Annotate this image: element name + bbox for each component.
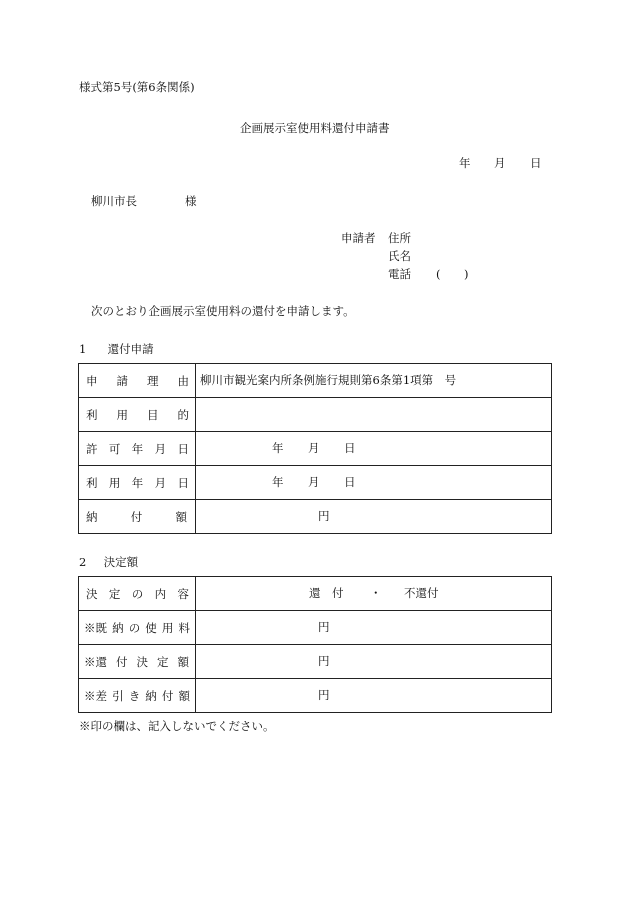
row-label-reason: 申 請 理 由	[79, 364, 196, 398]
table-row	[79, 500, 552, 534]
permit-date-day: 日	[344, 441, 356, 455]
section1-heading	[79, 342, 154, 356]
usage-purpose-field[interactable]	[196, 398, 552, 432]
row-label-permit-date: 許 可 年 月 日	[79, 432, 196, 466]
refund-request-table	[78, 363, 552, 534]
usage-date-field[interactable]	[196, 466, 552, 500]
table-row	[79, 611, 552, 645]
table-row	[79, 679, 552, 713]
phone-paren-close: )	[464, 267, 469, 281]
table-row	[79, 577, 552, 611]
paid-fee-yen: 円	[318, 620, 330, 634]
refund-decision-amount-field[interactable]	[196, 645, 552, 679]
applicant-phone-label: 電話	[388, 267, 411, 281]
footnote: ※印の欄は、記入しないでください。	[79, 719, 275, 733]
date-month-label: 月	[494, 156, 506, 170]
table-row	[79, 466, 552, 500]
phone-paren-open: (	[436, 267, 441, 281]
decision-table	[78, 576, 552, 713]
addressee-honorific: 様	[185, 194, 197, 208]
option-refund[interactable]: 還 付	[309, 586, 344, 600]
net-payment-amount-field[interactable]	[196, 679, 552, 713]
date-year-label: 年	[459, 156, 471, 170]
paid-fee-field[interactable]	[196, 611, 552, 645]
permit-date-field[interactable]	[196, 432, 552, 466]
option-no-refund[interactable]: 不還付	[404, 586, 439, 600]
applicant-address-label: 住所	[388, 231, 411, 245]
addressee-name: 柳川市長	[91, 194, 137, 208]
refund-decision-amount-yen: 円	[318, 654, 330, 668]
row-label-decision-content: 決 定 の 内 容	[79, 577, 196, 611]
payment-amount-field[interactable]	[196, 500, 552, 534]
row-label-purpose: 利 用 目 的	[79, 398, 196, 432]
document-title: 企画展示室使用料還付申請書	[240, 121, 390, 135]
date-day-label: 日	[530, 156, 542, 170]
table-row	[79, 432, 552, 466]
permit-date-month: 月	[308, 441, 320, 455]
table-row	[79, 645, 552, 679]
table-row	[79, 398, 552, 432]
option-separator: ・	[370, 586, 382, 600]
permit-date-year: 年	[272, 441, 284, 455]
intro-text: 次のとおり企画展示室使用料の還付を申請します。	[91, 304, 355, 318]
row-label-usage-date: 利 用 年 月 日	[79, 466, 196, 500]
usage-date-month: 月	[308, 475, 320, 489]
section2-heading-number: 2	[79, 555, 87, 569]
request-reason-field[interactable]	[196, 364, 552, 398]
usage-date-year: 年	[272, 475, 284, 489]
section2-heading-text: 決定額	[103, 555, 139, 569]
payment-amount-yen: 円	[318, 509, 330, 523]
table-row	[79, 364, 552, 398]
decision-content-field[interactable]	[196, 577, 552, 611]
row-label-paid-fee: ※既 納 の 使 用 料	[79, 611, 196, 645]
usage-date-day: 日	[344, 475, 356, 489]
net-payment-amount-yen: 円	[318, 688, 330, 702]
applicant-name-label: 氏名	[388, 249, 411, 263]
form-number: 様式第5号(第6条関係)	[79, 80, 195, 94]
row-label-net-payment-amount: ※差 引 き 納 付 額	[79, 679, 196, 713]
applicant-label: 申請者	[341, 231, 376, 245]
section2-heading	[79, 555, 138, 569]
section1-heading-text: 還付申請	[107, 342, 154, 356]
request-reason-text: 柳川市観光案内所条例施行規則第6条第1項第 号	[200, 373, 457, 387]
section1-heading-number: 1	[79, 342, 87, 356]
row-label-payment-amount: 納 付 額	[79, 500, 196, 534]
row-label-refund-decision-amount: ※還 付 決 定 額	[79, 645, 196, 679]
